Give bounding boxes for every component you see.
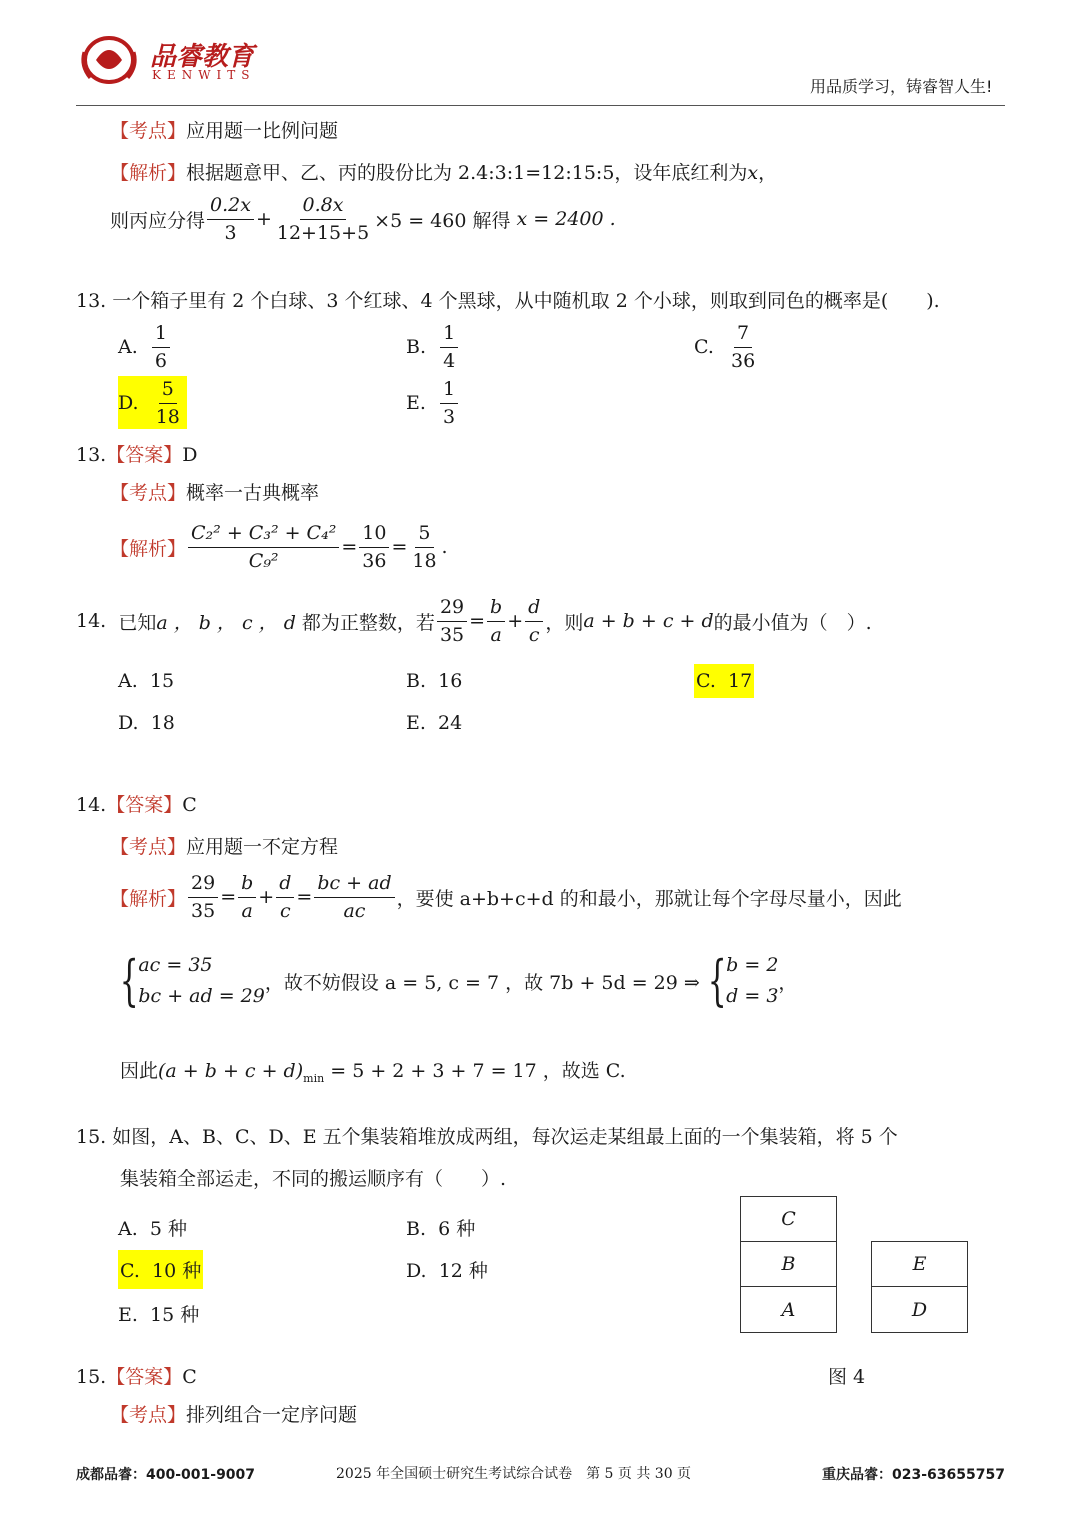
q15-option-a[interactable]: A. 5 种 (118, 1218, 187, 1240)
container-box-c: C (740, 1196, 837, 1242)
q14-option-a[interactable]: A. 15 (118, 670, 175, 692)
q14-option-c[interactable]: C. 17 (694, 664, 754, 698)
q13-stem: 13. 一个箱子里有 2 个白球、3 个红球、4 个黑球，从中随机取 2 个小球，则取到同色的概率是( ). (76, 290, 940, 312)
q13-option-b[interactable]: B. $\frac{1}{4}$ (406, 322, 460, 373)
container-box-a: A (740, 1286, 837, 1333)
q15-stem-line1: 15. 如图，A、B、C、D、E 五个集装箱堆放成两组，每次运走某组最上面的一个集装箱，将 5 个 (76, 1126, 898, 1148)
q13-answer: 13.【答案】D (76, 444, 198, 466)
q13-option-c[interactable]: C. $\frac{7}{36}$ (694, 322, 756, 372)
q15-option-c[interactable]: C. 10 种 (118, 1250, 203, 1289)
footer-center: 2025 年全国硕士研究生考试综合试卷 第 5 页 共 30 页 (336, 1466, 692, 1482)
q15-option-d[interactable]: D. 12 种 (406, 1260, 488, 1282)
q13-option-d[interactable]: D. $\frac{5}{18}$ (118, 376, 187, 429)
q14-kaodian: 【考点】应用题一不定方程 (110, 836, 339, 858)
q14-option-e[interactable]: E. 24 (406, 712, 463, 734)
q14-conclusion: 因此$(a + b + c + d)_{min} = 5 + 2 + 3 + 7 = 17$ ，故选 C. (120, 1060, 626, 1085)
footer-left: 成都品睿：400-001-9007 (76, 1467, 256, 1483)
q14-system: { ac = 35 bc + ad = 29 ，故不妨假设 a = 5, c = 7 ，故 7b + 5d = 29 ⇒ { b = 2 d = 3 ， (119, 949, 798, 1013)
slogan: 用品质学习，铸睿智人生! (810, 77, 993, 96)
q13-jiexi: 【解析】 $\frac{\text{C₂² + C₃² + C₄²}}{\text{C₉²}}$ = $\frac{10}{36}$ = $\frac{5}{18}$ . (110, 522, 448, 572)
q14-stem: 14. 已知 a ， b ， c ， d 都为正整数，若 $\frac{29}{35}$ = $\frac{b}{a}$ + $\frac{d}{c}$ ，则 a + b + c + d 的最小值为（ ）. (76, 596, 872, 646)
q14-jiexi: 【解析】 $\frac{29}{35}$ = $\frac{b}{a}$ + $\frac{d}{c}$ = $\frac{bc + ad}{ac}$ ，要使 a+b+c+d 的和最小，那就让每个字母尽量小，因此 (110, 872, 902, 922)
header-divider (76, 105, 1005, 106)
q14-option-b[interactable]: B. 16 (406, 670, 463, 692)
logo-icon (76, 30, 142, 88)
q13-option-a[interactable]: A. $\frac{1}{6}$ (118, 322, 172, 373)
q15-stem-line2: 集装箱全部运走，不同的搬运顺序有（ ）. (120, 1168, 507, 1190)
container-box-d: D (871, 1286, 968, 1333)
q13-kaodian: 【考点】概率一古典概率 (110, 482, 320, 504)
brand-english: KENWITS (152, 68, 256, 82)
q12-jiexi: 【解析】根据题意甲、乙、丙的股份比为 2.4:3:1=12:15:5，设年底红利为x， (110, 162, 778, 184)
brand-name: 品睿教育 (150, 42, 255, 72)
q15-answer: 15.【答案】C (76, 1366, 197, 1388)
container-box-e: E (871, 1241, 968, 1287)
q15-kaodian: 【考点】排列组合一定序问题 (110, 1404, 358, 1426)
footer-right: 重庆品睿：023-63655757 (822, 1467, 1005, 1483)
q12-jiexi-line2: 则丙应分得 $\frac{0.2x}{3}$ + $\frac{0.8x}{12+15+5}$ ×5 = 460 解得 x = 2400 . (110, 194, 616, 244)
q12-kaodian: 【考点】应用题一比例问题 (110, 120, 339, 142)
container-box-b: B (740, 1241, 837, 1287)
q15-option-e[interactable]: E. 15 种 (118, 1304, 200, 1326)
q14-answer: 14.【答案】C (76, 794, 197, 816)
figure-caption: 图 4 (828, 1366, 866, 1388)
q14-option-d[interactable]: D. 18 (118, 712, 175, 734)
q13-option-e[interactable]: E. $\frac{1}{3}$ (406, 378, 460, 429)
q15-option-b[interactable]: B. 6 种 (406, 1218, 476, 1240)
